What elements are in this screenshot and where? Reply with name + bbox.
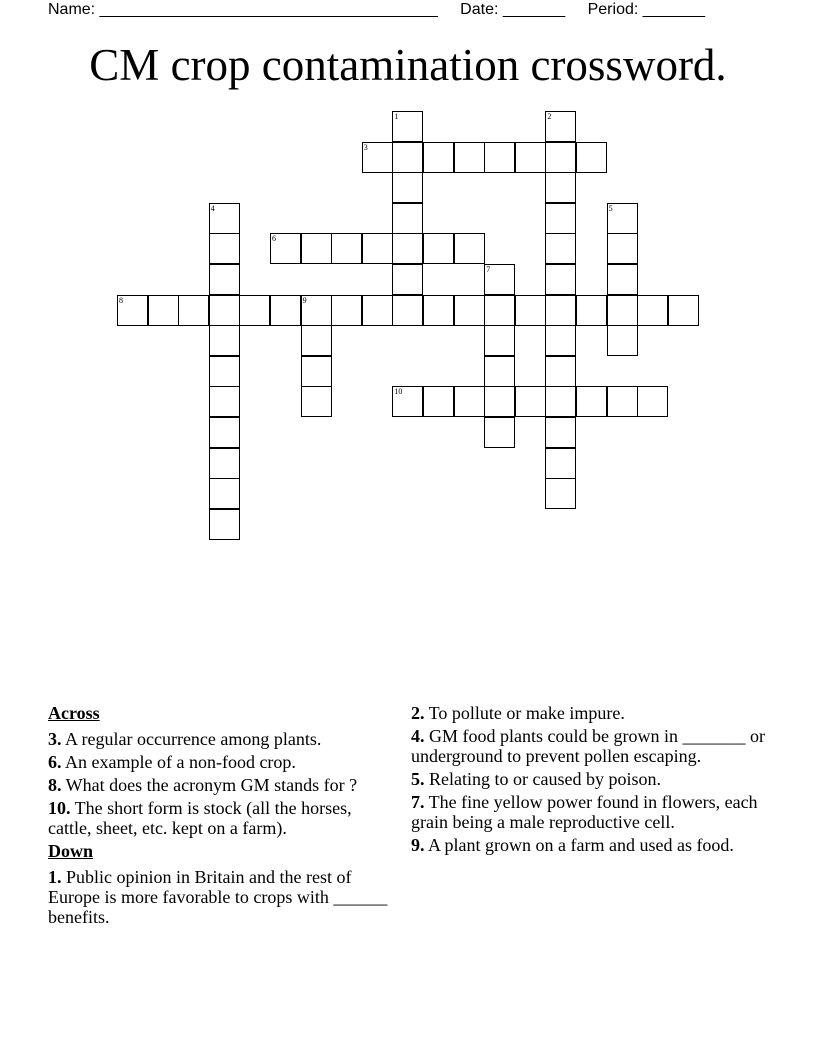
- clue-text: A plant grown on a farm and used as food.: [424, 835, 734, 855]
- crossword-cell[interactable]: [607, 295, 638, 326]
- crossword-cell[interactable]: [484, 386, 515, 417]
- crossword-cell[interactable]: [515, 295, 546, 326]
- crossword-cell[interactable]: [484, 417, 515, 448]
- clue-number-label: 8: [119, 295, 123, 305]
- clue-number-label: 3: [363, 142, 368, 152]
- clue-number-label: 9: [302, 295, 307, 305]
- crossword-cell[interactable]: [392, 295, 423, 326]
- clue-item: [48, 775, 398, 795]
- clue-number-label: 6: [272, 234, 276, 244]
- crossword-cell[interactable]: [545, 203, 576, 234]
- crossword-cell[interactable]: [576, 386, 607, 417]
- clue-item: [48, 752, 398, 772]
- clue-item: [48, 729, 398, 749]
- crossword-cell[interactable]: [270, 295, 301, 326]
- clue-number-label: 1: [394, 112, 399, 121]
- clue-text: The short form is stock (all the horses, cattle, sheet, etc. kept on a farm).: [48, 798, 352, 838]
- crossword-cell[interactable]: [209, 325, 240, 356]
- crossword-cell[interactable]: [301, 233, 332, 264]
- crossword-cell[interactable]: [637, 295, 668, 326]
- clue-text: To pollute or make impure.: [424, 703, 625, 723]
- clue-number-label: 2: [547, 112, 552, 121]
- crossword-cell[interactable]: [301, 295, 332, 326]
- crossword-cell[interactable]: [362, 142, 393, 173]
- across-heading: Across: [48, 703, 100, 723]
- crossword-cell[interactable]: [484, 264, 515, 295]
- crossword-cell[interactable]: [545, 448, 576, 479]
- crossword-cell[interactable]: [423, 386, 454, 417]
- crossword-cell[interactable]: [362, 233, 393, 264]
- crossword-cell[interactable]: [209, 509, 240, 540]
- crossword-cell[interactable]: [209, 203, 240, 234]
- crossword-cell[interactable]: [209, 448, 240, 479]
- clue-number-label: 7: [486, 265, 491, 274]
- clues-right-column: [411, 703, 781, 858]
- crossword-cell[interactable]: [148, 295, 179, 326]
- crossword-cell[interactable]: [392, 233, 423, 264]
- clue-text: GM food plants could be grown in _______ or underground to prevent pollen escaping.: [411, 726, 765, 766]
- clue-text: A regular occurrence among plants.: [61, 729, 322, 749]
- crossword-cell[interactable]: [454, 295, 485, 326]
- clue-number: 2.: [411, 703, 425, 723]
- clues-left-column: [48, 703, 398, 930]
- down-clue-list-left: [48, 867, 398, 927]
- crossword-cell[interactable]: [209, 417, 240, 448]
- crossword-cell[interactable]: [637, 386, 668, 417]
- crossword-cell[interactable]: [607, 233, 638, 264]
- crossword-cell[interactable]: [392, 142, 423, 173]
- crossword-cell[interactable]: [484, 356, 515, 387]
- date-field-label: Date: _______: [460, 1, 566, 18]
- name-field-label: Name: ______________________________________: [48, 1, 438, 18]
- clue-number: 9.: [411, 835, 425, 855]
- clue-text: The fine yellow power found in flowers, each grain being a male reproductive cell.: [411, 792, 758, 832]
- clue-text: An example of a non-food crop.: [61, 752, 296, 772]
- crossword-cell[interactable]: [515, 142, 546, 173]
- crossword-cell[interactable]: [545, 264, 576, 295]
- down-heading: Down: [48, 841, 94, 861]
- clue-number: 8.: [48, 775, 62, 795]
- crossword-cell[interactable]: [545, 356, 576, 387]
- clue-text: Public opinion in Britain and the rest of Europe is more favorable to crops with ______ benefits.: [48, 867, 388, 927]
- crossword-cell[interactable]: [392, 203, 423, 234]
- crossword-cell[interactable]: [545, 325, 576, 356]
- crossword-cell[interactable]: [178, 295, 209, 326]
- crossword-cell[interactable]: [545, 478, 576, 509]
- crossword-cell[interactable]: [392, 172, 423, 203]
- crossword-cell[interactable]: [607, 203, 638, 234]
- crossword-cell[interactable]: [454, 233, 485, 264]
- crossword-cell[interactable]: [239, 295, 270, 326]
- clue-number: 6.: [48, 752, 62, 772]
- crossword-cell[interactable]: [484, 295, 515, 326]
- crossword-cell[interactable]: [331, 233, 362, 264]
- crossword-cell[interactable]: [270, 233, 301, 264]
- clue-item: [411, 726, 781, 766]
- crossword-cell[interactable]: [362, 295, 393, 326]
- clue-text: What does the acronym GM stands for ?: [61, 775, 358, 795]
- clue-number: 3.: [48, 729, 62, 749]
- clue-number-label: 4: [210, 203, 215, 213]
- crossword-cell[interactable]: [607, 264, 638, 295]
- clue-number: 5.: [411, 769, 425, 789]
- clue-number: 1.: [48, 867, 62, 887]
- crossword-cell[interactable]: [301, 325, 332, 356]
- crossword-cell[interactable]: [668, 295, 699, 326]
- clue-item: [48, 798, 398, 838]
- crossword-cell[interactable]: [576, 295, 607, 326]
- crossword-cell[interactable]: [515, 386, 546, 417]
- crossword-cell[interactable]: [209, 386, 240, 417]
- crossword-cell[interactable]: [209, 478, 240, 509]
- clue-number: 10.: [48, 798, 71, 818]
- clue-number: 7.: [411, 792, 425, 812]
- crossword-cell[interactable]: [545, 142, 576, 173]
- clue-item: [411, 769, 781, 789]
- clue-item: [411, 792, 781, 832]
- crossword-cell[interactable]: [545, 295, 576, 326]
- crossword-cell[interactable]: [301, 386, 332, 417]
- crossword-cell[interactable]: [576, 142, 607, 173]
- crossword-cell[interactable]: [484, 142, 515, 173]
- crossword-cell[interactable]: [392, 386, 423, 417]
- across-clue-list: [48, 729, 398, 838]
- crossword-cell[interactable]: [392, 111, 423, 142]
- crossword-cell[interactable]: [607, 386, 638, 417]
- clue-number-label: 5: [608, 203, 613, 213]
- crossword-cell[interactable]: [423, 295, 454, 326]
- crossword-cell[interactable]: [423, 142, 454, 173]
- crossword-cell[interactable]: [484, 325, 515, 356]
- crossword-cell[interactable]: [423, 233, 454, 264]
- crossword-cell[interactable]: [331, 295, 362, 326]
- crossword-cell[interactable]: [209, 356, 240, 387]
- clue-number-label: 10: [394, 387, 403, 397]
- crossword-cell[interactable]: [545, 172, 576, 203]
- crossword-cell[interactable]: [209, 233, 240, 264]
- clue-text: Relating to or caused by poison.: [424, 769, 661, 789]
- crossword-cell[interactable]: [301, 356, 332, 387]
- down-clue-list-right: [411, 703, 781, 855]
- crossword-cell[interactable]: [545, 111, 576, 142]
- crossword-cell[interactable]: [545, 386, 576, 417]
- crossword-cell[interactable]: [454, 142, 485, 173]
- clue-item: [411, 835, 781, 855]
- page-title: CM crop contamination crossword.: [89, 40, 727, 90]
- crossword-cell[interactable]: [209, 295, 240, 326]
- clue-item: [48, 867, 398, 927]
- period-field-label: Period: _______: [587, 1, 706, 18]
- crossword-cell[interactable]: [209, 264, 240, 295]
- crossword-cell[interactable]: [545, 417, 576, 448]
- clue-item: [411, 703, 781, 723]
- clue-number: 4.: [411, 726, 425, 746]
- crossword-cell[interactable]: [392, 264, 423, 295]
- crossword-cell[interactable]: [545, 233, 576, 264]
- crossword-cell[interactable]: [607, 325, 638, 356]
- crossword-cell[interactable]: [454, 386, 485, 417]
- crossword-cell[interactable]: [117, 295, 148, 326]
